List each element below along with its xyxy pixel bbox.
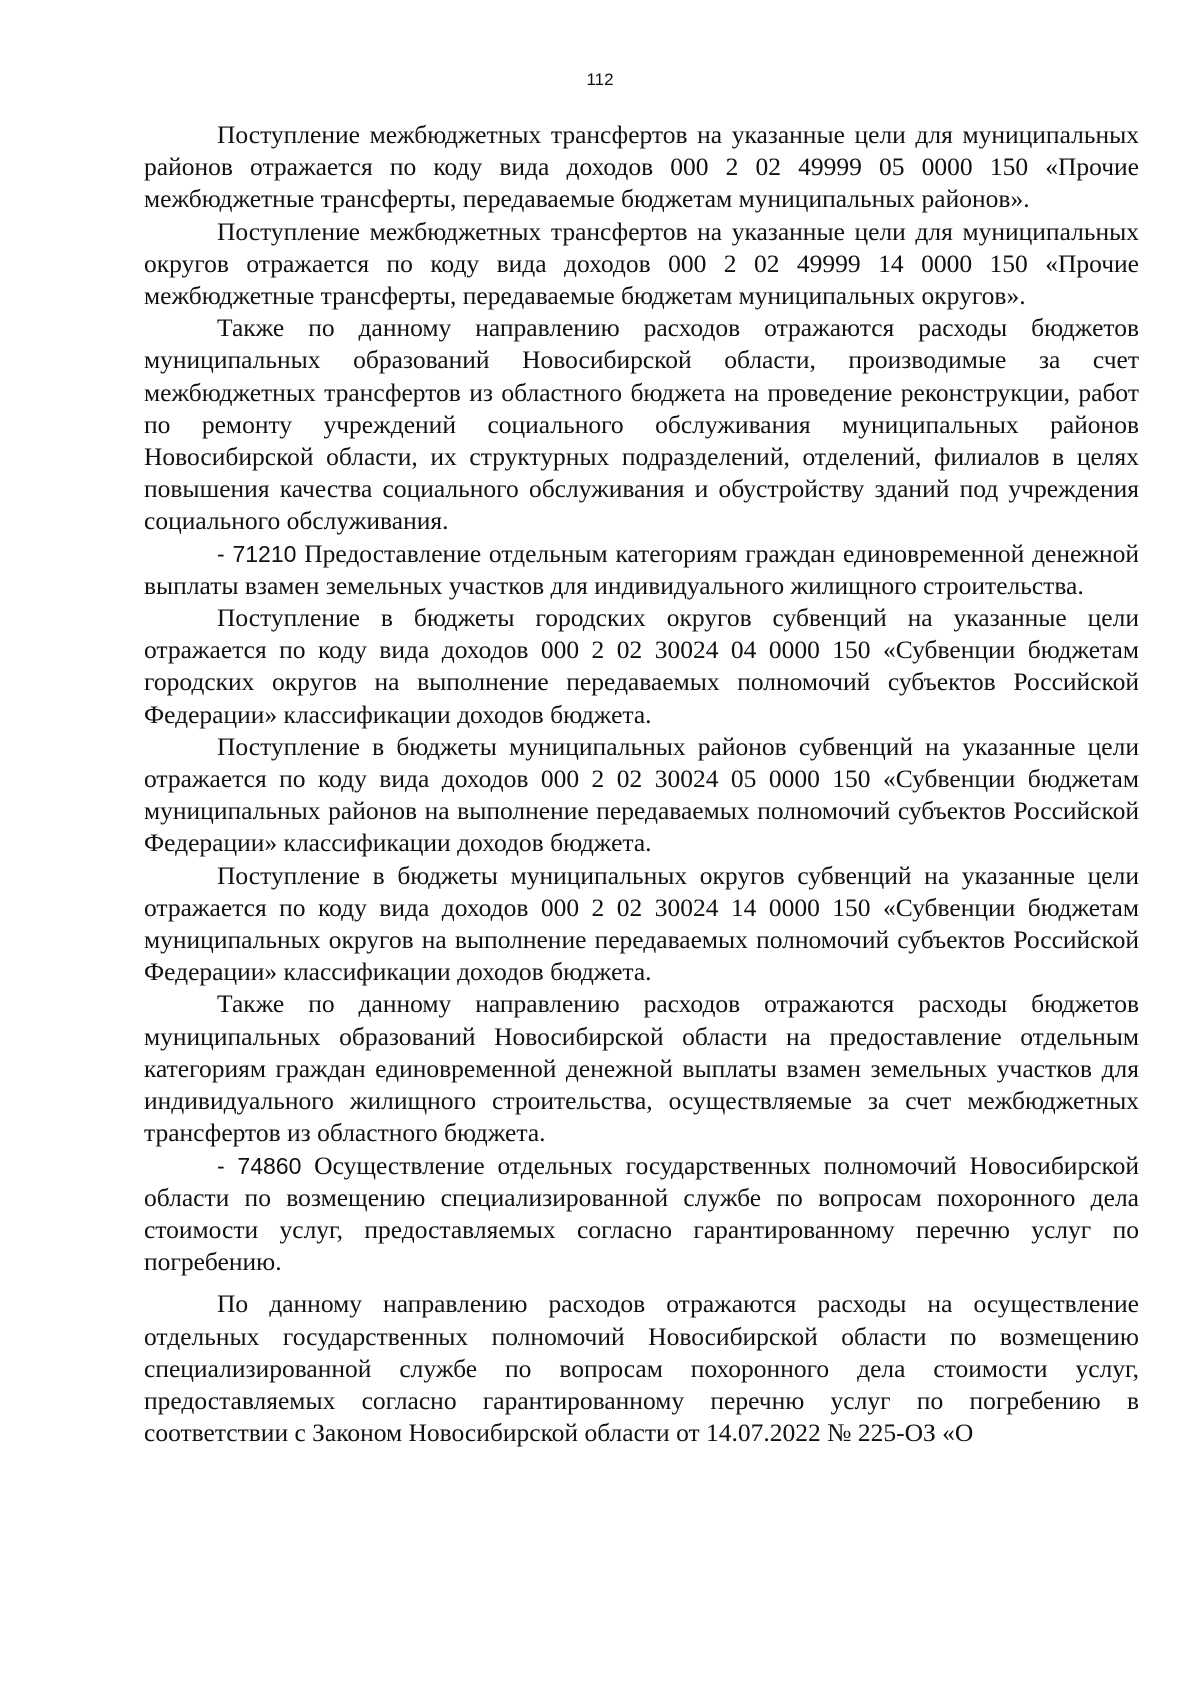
paragraph: Поступление в бюджеты городских округов субвенций на указанные цели отражается по коду вида доходов 000 2 02 30024 04 0000 150 «Субвенции бюджетам городских округов на выполнение передаваемых полномочий субъектов Российской Федерации» классификации доходов бюджета. <box>144 603 1139 729</box>
expense-item-text: Предоставление отдельным категориям граждан единовременной денежной выплаты взамен земельных участков для индивидуального жилищного строительства. <box>144 538 1139 600</box>
document-body <box>144 119 1139 1449</box>
expense-item-text: Осуществление отдельных государственных полномочий Новосибирской области по возмещению специализированной службе по вопросам похоронного дела стоимости услуг, предоставляемых согласно гарантированному перечню услуг по погребению. <box>144 1150 1140 1277</box>
expense-item <box>144 538 1139 602</box>
paragraph: Поступление межбюджетных трансфертов на указанные цели для муниципальных округов отражается по коду вида доходов 000 2 02 49999 14 0000 150 «Прочие межбюджетные трансферты, передаваемые бюджетам муниципальных округов». <box>144 216 1139 311</box>
expense-item <box>144 1150 1139 1279</box>
paragraph: По данному направлению расходов отражаются расходы на осуществление отдельных государственных полномочий Новосибирской области по возмещению специализированной службе по вопросам похоронного дела стоимости услуг, предоставляемых согласно гарантированному перечню услуг по погребению в соответствии с Законом Новосибирской области от 14.07.2022 № 225-ОЗ «О <box>144 1289 1139 1448</box>
page-number: 112 <box>586 70 614 89</box>
paragraph: Поступление в бюджеты муниципальных районов субвенций на указанные цели отражается по коду вида доходов 000 2 02 30024 05 0000 150 «Субвенции бюджетам муниципальных районов на выполнение передаваемых полномочий субъектов Российской Федерации» классификации доходов бюджета. <box>144 731 1139 858</box>
expense-item-code: - 71210 <box>217 540 297 567</box>
paragraph: Также по данному направлению расходов отражаются расходы бюджетов муниципальных образований Новосибирской области на предоставление отдельным категориям граждан единовременной денежной выплаты взамен земельных участков для индивидуального жилищного строительства, осуществляемые за счет межбюджетных трансфертов из областного бюджета. <box>144 989 1139 1148</box>
expense-item-code: - 74860 <box>217 1152 302 1179</box>
paragraph: Поступление межбюджетных трансфертов на указанные цели для муниципальных районов отражается по коду вида доходов 000 2 02 49999 05 0000 150 «Прочие межбюджетные трансферты, передаваемые бюджетам муниципальных районов». <box>144 120 1139 214</box>
paragraph: Поступление в бюджеты муниципальных округов субвенций на указанные цели отражается по коду вида доходов 000 2 02 30024 14 0000 150 «Субвенции бюджетам муниципальных округов на выполнение передаваемых полномочий субъектов Российской Федерации» классификации доходов бюджета. <box>144 860 1139 987</box>
paragraph: Также по данному направлению расходов отражаются расходы бюджетов муниципальных образований Новосибирской области, производимые за счет межбюджетных трансфертов из областного бюджета на проведение реконструкции, работ по ремонту учреждений социального обслуживания муниципальных районов Новосибирской области, их структурных подразделений, отделений, филиалов в целях повышения качества социального обслуживания и обустройству зданий под учреждения социального обслуживания. <box>144 313 1139 536</box>
